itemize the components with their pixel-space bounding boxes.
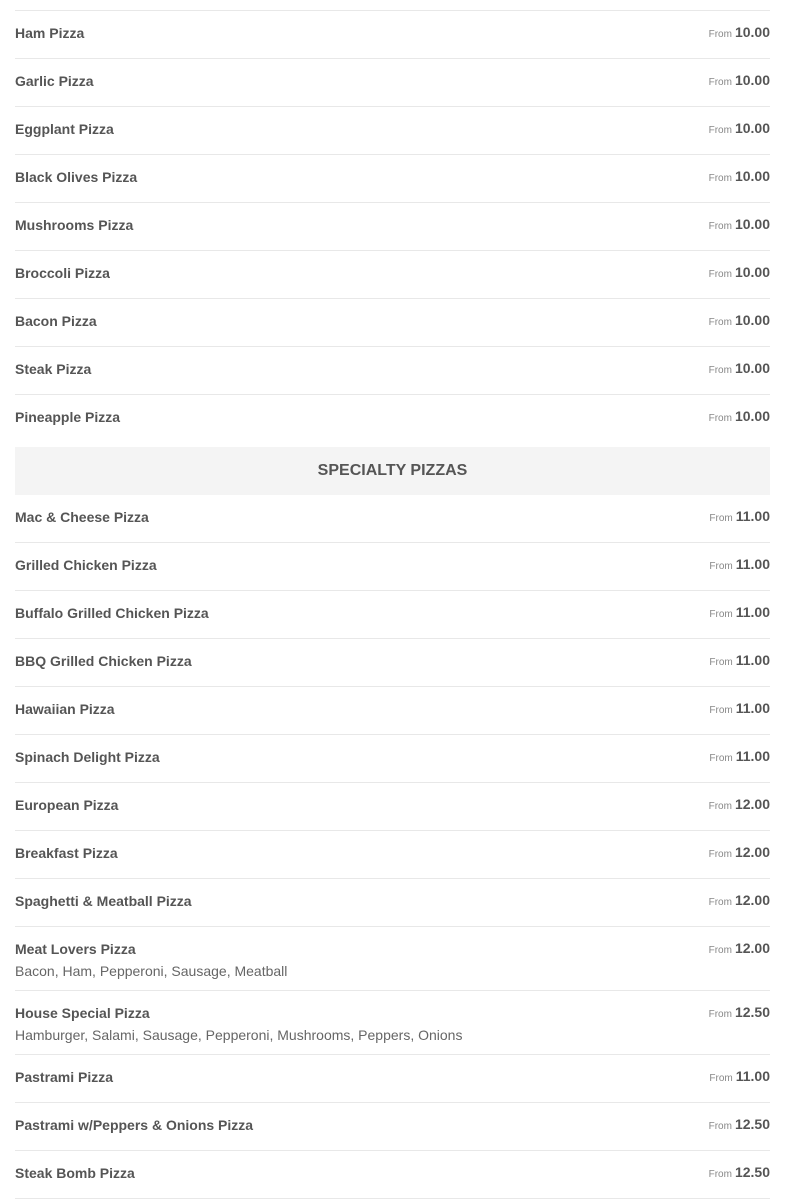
menu-item[interactable]: [15, 1151, 770, 1199]
menu-item-price: [709, 700, 770, 718]
price-value: 11.00: [735, 1068, 770, 1084]
price-from-label: From: [708, 849, 732, 860]
price-value: 10.00: [734, 312, 770, 328]
price-from-label: From: [708, 77, 732, 88]
menu-item[interactable]: [15, 687, 770, 735]
menu-item-name: Meat Lovers Pizza: [15, 941, 136, 957]
price-value: 10.00: [734, 72, 770, 88]
menu-item[interactable]: [15, 299, 770, 347]
menu-item-price: [709, 1116, 770, 1134]
price-value: 10.00: [734, 360, 770, 376]
price-value: 11.00: [735, 748, 770, 764]
menu-item[interactable]: [15, 1055, 770, 1103]
specialty-pizza-list: [15, 495, 770, 1199]
menu-item[interactable]: [15, 395, 770, 443]
section-title: SPECIALTY PIZZAS: [317, 462, 468, 479]
price-from-label: From: [708, 945, 732, 956]
menu-item-price: [709, 844, 770, 862]
menu-item-price: [709, 168, 770, 186]
menu-item[interactable]: [15, 879, 770, 927]
price-from-label: From: [708, 221, 732, 232]
menu-item-price: [709, 940, 770, 958]
menu-item-price: [709, 1164, 770, 1182]
menu-item-name: Grilled Chicken Pizza: [15, 557, 157, 573]
menu-item-name: BBQ Grilled Chicken Pizza: [15, 653, 192, 669]
price-from-label: From: [709, 609, 733, 620]
menu-item-price: [709, 1068, 770, 1086]
price-from-label: From: [708, 1121, 732, 1132]
menu-item[interactable]: [15, 1103, 770, 1151]
price-value: 12.50: [734, 1004, 770, 1020]
price-value: 12.00: [734, 796, 770, 812]
menu-item-name: Garlic Pizza: [15, 73, 94, 89]
price-value: 11.00: [735, 508, 770, 524]
price-value: 12.00: [734, 940, 770, 956]
price-value: 11.00: [735, 556, 770, 572]
menu-item-name: Breakfast Pizza: [15, 845, 118, 861]
menu-item-price: [709, 360, 770, 378]
price-from-label: From: [708, 29, 732, 40]
menu-item[interactable]: [15, 927, 770, 991]
menu-item[interactable]: [15, 735, 770, 783]
menu-item[interactable]: [15, 831, 770, 879]
menu-item-name: Ham Pizza: [15, 25, 85, 41]
price-value: 10.00: [734, 216, 770, 232]
menu-item-name: Pastrami w/Peppers & Onions Pizza: [15, 1117, 254, 1133]
menu-item[interactable]: [15, 591, 770, 639]
price-value: 10.00: [734, 168, 770, 184]
price-value: 12.50: [734, 1116, 770, 1132]
menu-item-name: Steak Bomb Pizza: [15, 1165, 135, 1181]
menu-item[interactable]: [15, 11, 770, 59]
price-from-label: From: [708, 365, 732, 376]
menu-item-price: [709, 748, 770, 766]
menu-item[interactable]: [15, 783, 770, 831]
menu-item-name: Pineapple Pizza: [15, 409, 121, 425]
menu-item-name: Black Olives Pizza: [15, 169, 138, 185]
price-from-label: From: [708, 1009, 732, 1020]
menu-item-name: European Pizza: [15, 797, 119, 813]
menu-item-name: Spinach Delight Pizza: [15, 749, 160, 765]
menu-item-name: Buffalo Grilled Chicken Pizza: [15, 605, 209, 621]
menu-item-price: [709, 652, 770, 670]
menu-item-name: Pastrami Pizza: [15, 1069, 114, 1085]
menu-item-price: [709, 408, 770, 426]
price-from-label: From: [709, 657, 733, 668]
price-from-label: From: [709, 705, 733, 716]
price-from-label: From: [708, 801, 732, 812]
menu-item-price: [709, 312, 770, 330]
price-from-label: From: [709, 561, 733, 572]
menu-item-price: [709, 796, 770, 814]
menu-item-price: [709, 264, 770, 282]
menu-item-price: [709, 556, 770, 574]
menu-item[interactable]: [15, 107, 770, 155]
price-from-label: From: [708, 1169, 732, 1180]
price-from-label: From: [709, 1073, 733, 1084]
price-value: 10.00: [734, 120, 770, 136]
price-value: 10.00: [734, 264, 770, 280]
menu-item-price: [709, 24, 770, 42]
section-header-specialty-pizzas: [15, 447, 770, 495]
menu-item[interactable]: [15, 203, 770, 251]
menu-item-price: [709, 1004, 770, 1022]
price-value: 11.00: [735, 700, 770, 716]
price-value: 12.50: [734, 1164, 770, 1180]
menu-item[interactable]: [15, 639, 770, 687]
menu-item[interactable]: [15, 495, 770, 543]
price-value: 12.00: [734, 844, 770, 860]
menu-item-name: Broccoli Pizza: [15, 265, 110, 281]
menu-item-name: House Special Pizza: [15, 1005, 150, 1021]
price-from-label: From: [708, 173, 732, 184]
price-value: 11.00: [735, 604, 770, 620]
menu-item[interactable]: [15, 251, 770, 299]
price-from-label: From: [709, 753, 733, 764]
menu-item-price: [709, 508, 770, 526]
menu-item-name: Bacon Pizza: [15, 313, 97, 329]
menu-item-name: Steak Pizza: [15, 361, 92, 377]
menu-item-price: [709, 72, 770, 90]
menu-item-name: Mac & Cheese Pizza: [15, 509, 149, 525]
menu-item-description: Hamburger, Salami, Sausage, Pepperoni, Mushrooms, Peppers, Onions: [15, 1027, 463, 1043]
menu-item-price: [709, 120, 770, 138]
price-from-label: From: [708, 897, 732, 908]
menu-item-name: Eggplant Pizza: [15, 121, 114, 137]
menu-item-price: [709, 892, 770, 910]
price-from-label: From: [708, 125, 732, 136]
menu-item-description: Bacon, Ham, Pepperoni, Sausage, Meatball: [15, 963, 288, 979]
price-from-label: From: [708, 317, 732, 328]
menu-item[interactable]: [15, 543, 770, 591]
menu-item-name: Hawaiian Pizza: [15, 701, 115, 717]
menu-list: [15, 0, 770, 1199]
menu-item-price: [709, 604, 770, 622]
price-from-label: From: [708, 269, 732, 280]
price-value: 10.00: [734, 408, 770, 424]
menu-item[interactable]: [15, 59, 770, 107]
regular-pizza-list: [15, 11, 770, 443]
menu-item-name: Spaghetti & Meatball Pizza: [15, 893, 192, 909]
menu-item-price: [709, 216, 770, 234]
price-value: 11.00: [735, 652, 770, 668]
menu-item-name: Mushrooms Pizza: [15, 217, 134, 233]
price-from-label: From: [708, 413, 732, 424]
menu-item[interactable]: [15, 155, 770, 203]
price-value: 10.00: [734, 24, 770, 40]
price-from-label: From: [709, 513, 733, 524]
menu-item[interactable]: [15, 347, 770, 395]
price-value: 12.00: [734, 892, 770, 908]
menu-item[interactable]: [15, 991, 770, 1055]
